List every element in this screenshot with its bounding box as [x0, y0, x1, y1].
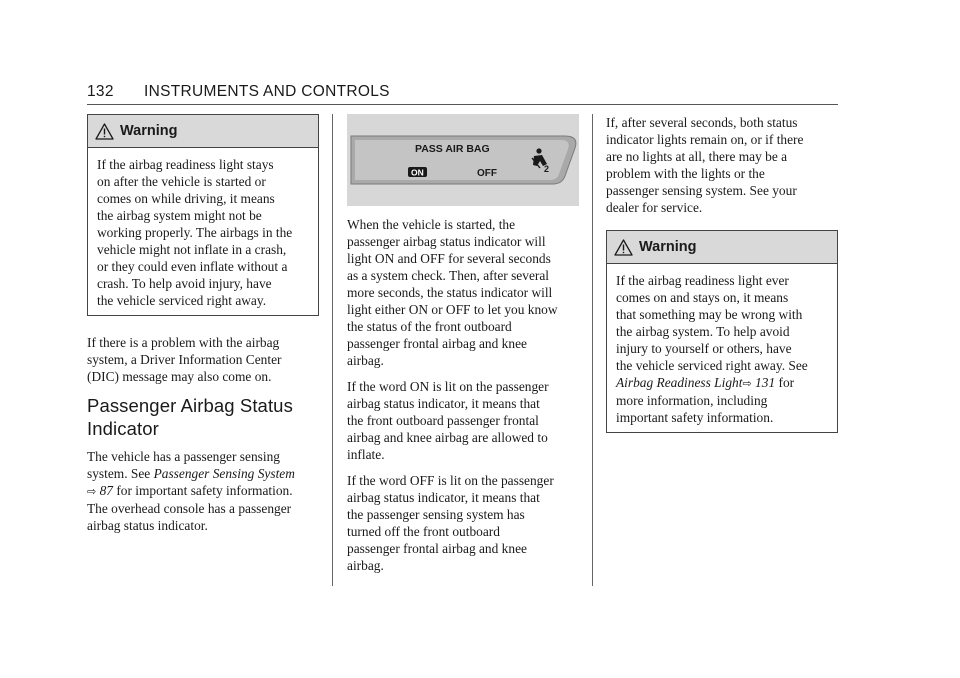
warning-header [88, 115, 318, 148]
warning-box [87, 114, 319, 316]
warning-text: If the airbag readiness light stays on after the vehicle is started or comes on while driving, it means the airbag system might not be working properly. The airbags in the vehicle might not inflate in a crash, or they could even inflate without a crash. To help avoid injury, have the vehicle serviced right away. [97, 157, 293, 308]
section-title: INSTRUMENTS AND CONTROLS [144, 83, 390, 100]
column-divider [332, 114, 333, 586]
passenger-airbag-indicator-illustration [347, 114, 579, 206]
paragraph: If the word ON is lit on the passenger airbag status indicator, it means that the front outboard passenger frontal airbag and knee airbag are allowed to inflate. [347, 379, 549, 462]
warning-text: If the airbag readiness light ever comes on and stays on, it means that something may be wrong with the airbag system. To help avoid injury to yourself or others, have the vehicle serviced right away. See Airbag Readiness Light⇨ 131 for more information, including important safety information. [616, 273, 808, 425]
indicator-off-label: OFF [477, 168, 497, 179]
page-reference[interactable]: 131 [755, 375, 776, 390]
airbag-status-panel-icon [347, 114, 579, 206]
page-header [87, 82, 838, 105]
warning-triangle-icon [95, 123, 114, 140]
warning-body [88, 148, 318, 315]
cross-reference-link[interactable]: Airbag Readiness Light [616, 375, 743, 390]
warning-title: Warning [120, 123, 178, 139]
indicator-label: PASS AIR BAG [415, 143, 490, 155]
paragraph: If the word OFF is lit on the passenger airbag status indicator, it means that the passenger sensing system has turned off the front outboard passenger frontal airbag and knee airbag. [347, 473, 554, 573]
page-number: 132 [87, 83, 114, 100]
warning-body [607, 264, 837, 432]
page-ref-arrow-icon: ⇨ [742, 377, 752, 390]
paragraph: If there is a problem with the airbag system, a Driver Information Center (DIC) message may also come on. [87, 335, 282, 384]
page-reference[interactable]: 87 [99, 483, 113, 498]
paragraph: If, after several seconds, both status indicator lights remain on, or if there are no lights at all, there may be a problem with the lights or the passenger sensing system. See your dealer for service. [606, 115, 804, 215]
section-heading: Passenger Airbag Status Indicator [87, 395, 293, 439]
warning-box [606, 230, 838, 433]
column-3 [606, 114, 838, 451]
indicator-on-label: ON [411, 167, 424, 178]
paragraph: When the vehicle is started, the passenger airbag status indicator will light ON and OFF for several seconds as a system check. Then, after several more seconds, the status indicator will light either ON or OFF to let you know the status of the front outboard passenger frontal airbag and knee airbag. [347, 217, 558, 368]
column-1 [87, 114, 319, 543]
seat-number: 2 [544, 164, 550, 174]
warning-header [607, 231, 837, 264]
column-divider [592, 114, 593, 586]
warning-triangle-icon [614, 239, 633, 256]
cross-reference-link[interactable]: Passenger Sensing System [153, 466, 295, 481]
column-2 [347, 114, 579, 583]
page-ref-arrow-icon: ⇨ [87, 485, 97, 498]
warning-title: Warning [639, 239, 697, 255]
paragraph: The vehicle has a passenger sensing system. See Passenger Sensing System ⇨ 87 for important safety information. The overhead console has a passenger airbag status indicator. [87, 449, 295, 533]
